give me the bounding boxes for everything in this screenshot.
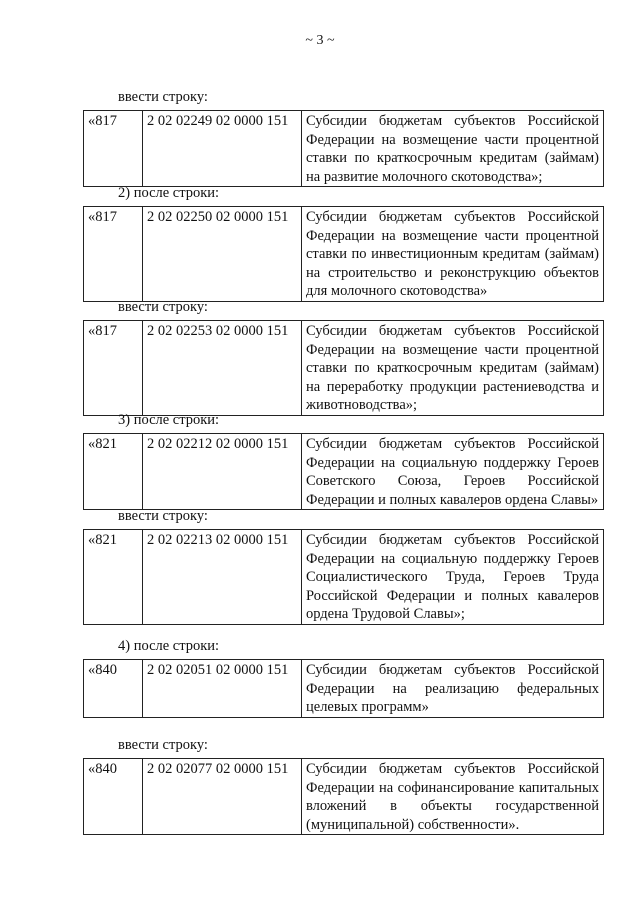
- code-table: [83, 206, 604, 302]
- income-name-cell: Субсидии бюджетам субъектов Российской Федерации на возмещение части процентной ставки по инвестиционным кредитам (займам) на строительство и реконструкцию объектов для молочного скотоводства»: [302, 207, 604, 302]
- instruction-text: 4) после строки:: [118, 638, 220, 654]
- income-name-cell: Субсидии бюджетам субъектов Российской Федерации на софинансирование капитальных вложений в объекты государственной (муниципальной) собственности».: [302, 759, 604, 835]
- code-table: [83, 659, 604, 718]
- code-table: [83, 433, 604, 510]
- instruction-text: ввести строку:: [118, 737, 208, 753]
- admin-code-cell: «821: [84, 434, 143, 510]
- admin-code-cell: «817: [84, 111, 143, 187]
- code-table: [83, 758, 604, 835]
- instruction-text: ввести строку:: [118, 89, 208, 105]
- table-row: [84, 111, 604, 187]
- admin-code-cell: «821: [84, 530, 143, 625]
- budget-code-cell: 2 02 02212 02 0000 151: [143, 434, 302, 510]
- table-row: [84, 321, 604, 416]
- admin-code-cell: «840: [84, 759, 143, 835]
- code-table: [83, 110, 604, 187]
- code-table: [83, 529, 604, 625]
- budget-code-cell: 2 02 02213 02 0000 151: [143, 530, 302, 625]
- instruction-text: 3) после строки:: [118, 412, 220, 428]
- income-name-cell: Субсидии бюджетам субъектов Российской Федерации на возмещение части процентной ставки по краткосрочным кредитам (займам) на переработку продукции растениеводства и животноводства»;: [302, 321, 604, 416]
- instruction-text: 2) после строки:: [118, 185, 220, 201]
- budget-code-cell: 2 02 02250 02 0000 151: [143, 207, 302, 302]
- income-name-cell: Субсидии бюджетам субъектов Российской Федерации на социальную поддержку Героев Советского Союза, Героев Российской Федерации и полных кавалеров ордена Славы»: [302, 434, 604, 510]
- admin-code-cell: «817: [84, 321, 143, 416]
- table-row: [84, 759, 604, 835]
- budget-code-cell: 2 02 02249 02 0000 151: [143, 111, 302, 187]
- instruction-text: ввести строку:: [118, 508, 208, 524]
- table-row: [84, 434, 604, 510]
- table-row: [84, 660, 604, 718]
- table-row: [84, 530, 604, 625]
- table-row: [84, 207, 604, 302]
- instruction-text: ввести строку:: [118, 299, 208, 315]
- income-name-cell: Субсидии бюджетам субъектов Российской Федерации на реализацию федеральных целевых программ»: [302, 660, 604, 718]
- budget-code-cell: 2 02 02051 02 0000 151: [143, 660, 302, 718]
- admin-code-cell: «817: [84, 207, 143, 302]
- code-table: [83, 320, 604, 416]
- income-name-cell: Субсидии бюджетам субъектов Российской Федерации на социальную поддержку Героев Социалистического Труда, Героев Труда Российской Федерации и полных кавалеров ордена Трудовой Славы»;: [302, 530, 604, 625]
- income-name-cell: Субсидии бюджетам субъектов Российской Федерации на возмещение части процентной ставки по краткосрочным кредитам (займам) на развитие молочного скотоводства»;: [302, 111, 604, 187]
- page-number: ~ 3 ~: [305, 33, 335, 48]
- admin-code-cell: «840: [84, 660, 143, 718]
- budget-code-cell: 2 02 02077 02 0000 151: [143, 759, 302, 835]
- budget-code-cell: 2 02 02253 02 0000 151: [143, 321, 302, 416]
